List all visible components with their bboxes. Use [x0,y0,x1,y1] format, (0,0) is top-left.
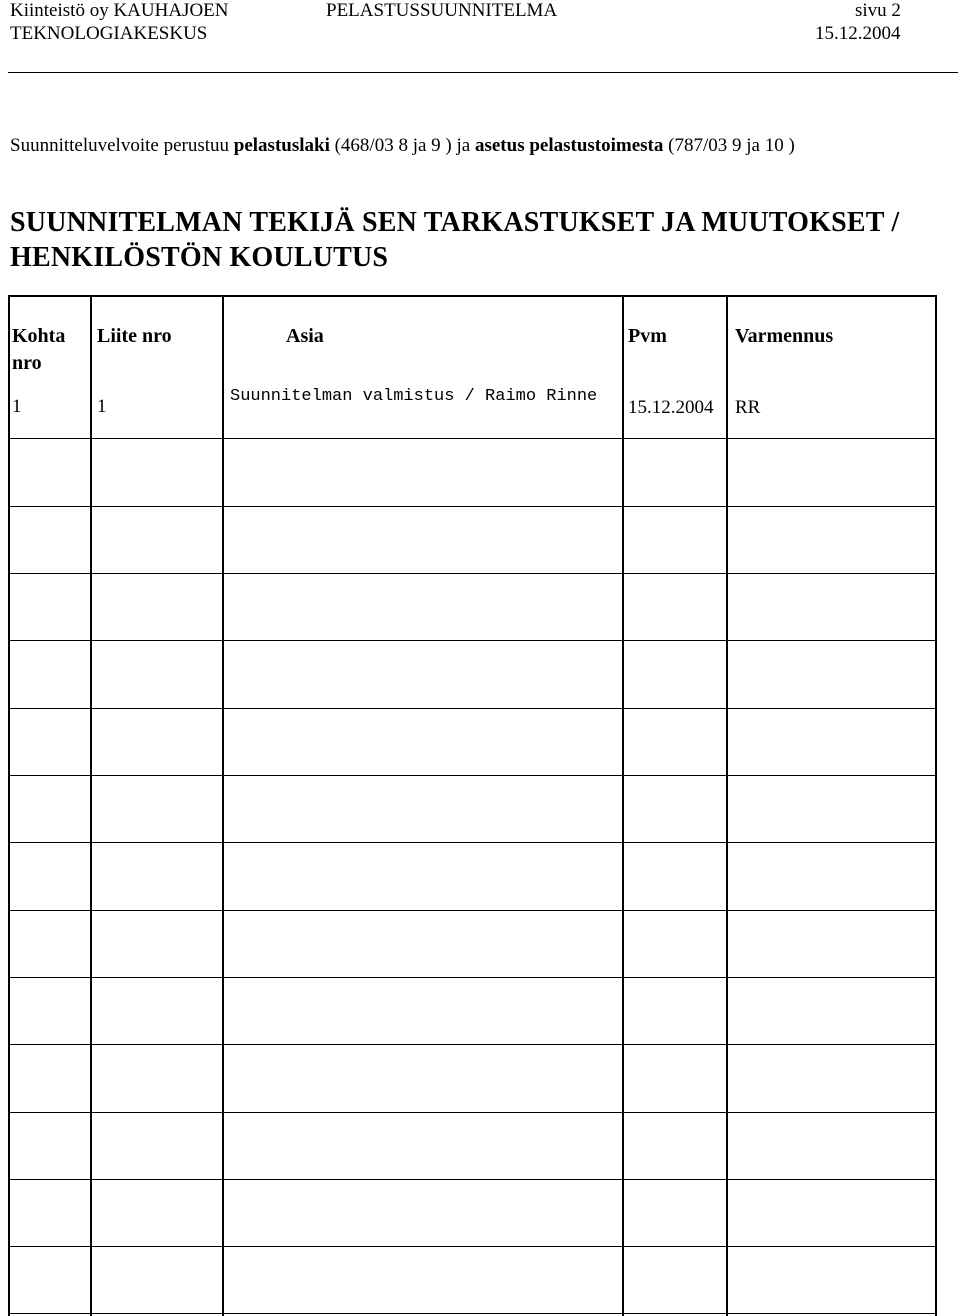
section-heading: SUUNNITELMAN TEKIJÄ SEN TARKASTUKSET JA MUUTOKSET / HENKILÖSTÖN KOULUTUS [10,207,900,273]
row-divider [8,775,937,776]
row-divider [8,506,937,507]
intro-text-3: (787/03 9 ja 10 ) [663,135,795,156]
table-border-top [8,295,937,297]
row-divider [8,842,937,843]
cell-liite: 1 [97,396,107,417]
cell-pvm: 15.12.2004 [628,397,714,418]
cell-kohta: 1 [12,396,22,417]
cell-varmennus: RR [735,397,761,418]
header-document-title: PELASTUSSUUNNITELMA [326,0,558,21]
header-company-line2: TEKNOLOGIAKESKUS [10,23,208,44]
row-divider [8,708,937,709]
row-divider [8,640,937,641]
row-divider [8,1179,937,1180]
intro-text-1: Suunnitteluvelvoite perustuu [10,135,234,156]
cell-asia: Suunnitelman valmistus / Raimo Rinne [230,387,598,406]
header-page-number: sivu 2 [855,0,901,21]
column-header-pvm: Pvm [628,325,667,347]
row-divider [8,1044,937,1045]
row-divider [8,910,937,911]
table-col-divider [726,295,728,1316]
table-border-right [935,295,937,1316]
row-divider [8,1112,937,1113]
row-divider [8,1313,937,1314]
table-border-left [8,295,10,1316]
row-divider [8,1246,937,1247]
intro-law: pelastuslaki [233,135,330,156]
row-divider [8,573,937,574]
row-divider [8,977,937,978]
column-header-varmennus: Varmennus [735,325,834,347]
intro-decree: asetus pelastustoimesta [474,135,664,156]
table-col-divider [90,295,92,1316]
column-header-kohta: Kohta nro [12,325,66,374]
column-header-asia: Asia [286,325,324,347]
table-col-divider [222,295,224,1316]
table-col-divider [622,295,624,1316]
column-header-liite: Liite nro [97,325,172,347]
row-divider [8,438,937,439]
header-company: Kiinteistö oy KAUHAJOEN [10,0,229,21]
header-date: 15.12.2004 [815,23,901,44]
intro-text-2: (468/03 8 ja 9 ) ja [329,135,475,156]
